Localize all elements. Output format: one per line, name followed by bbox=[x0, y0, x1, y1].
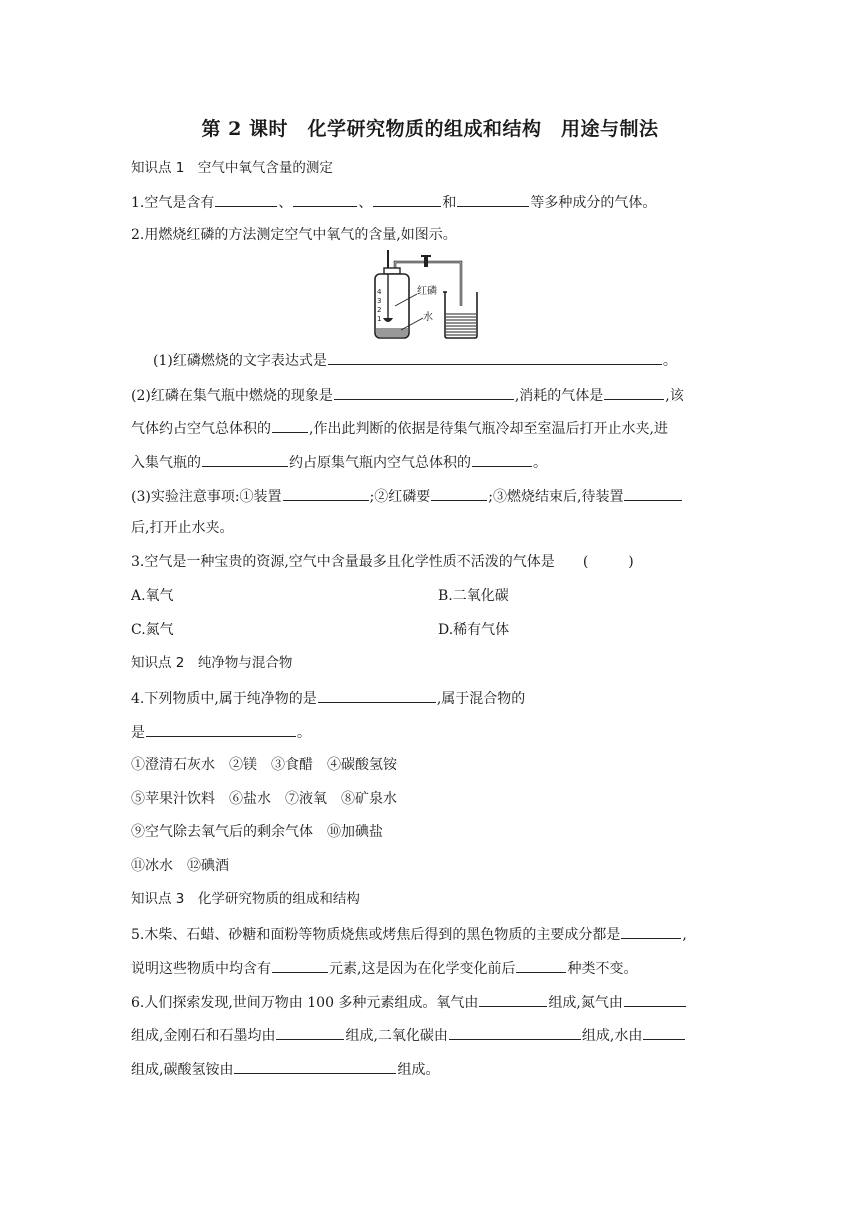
page-title: 第 2 课时 化学研究物质的组成和结构 用途与制法 bbox=[201, 118, 659, 140]
scale-label-3: 3 bbox=[377, 297, 382, 305]
question-6-line-1: 6.人们探索发现,世间万物由 100 多种元素组成。氧气由 组成,氮气由 bbox=[131, 991, 687, 1013]
question-4-items-4: ⑪冰水 ⑫碘酒 bbox=[131, 858, 229, 874]
section-heading-2: 知识点 2 纯净物与混合物 bbox=[131, 655, 293, 671]
question-5-line-2: 说明这些物质中均含有 元素,这是因为在化学变化前后 种类不变。 bbox=[131, 957, 637, 979]
question-2-part-3-line-1: (3)实验注意事项:①装置 ;②红磷要 ;③燃烧结束后,待装置 bbox=[131, 485, 683, 507]
beaker-water bbox=[446, 314, 476, 335]
option-a[interactable]: A.氧气 bbox=[131, 588, 174, 604]
answer-blank[interactable] bbox=[431, 485, 487, 501]
answer-blank[interactable] bbox=[624, 485, 682, 501]
question-4-items-3: ⑨空气除去氧气后的剩余气体 ⑩加碘盐 bbox=[131, 824, 383, 840]
option-c[interactable]: C.氮气 bbox=[131, 622, 174, 638]
apparatus-diagram bbox=[365, 248, 490, 344]
answer-blank[interactable] bbox=[479, 991, 547, 1007]
question-2-part-2-line-1: (2)红磷在集气瓶中燃烧的现象是 ,消耗的气体是 ,该 bbox=[131, 384, 684, 406]
clamp-handle bbox=[421, 255, 431, 257]
section-heading-3: 知识点 3 化学研究物质的组成和结构 bbox=[131, 891, 360, 907]
answer-blank[interactable] bbox=[272, 957, 328, 973]
answer-blank[interactable] bbox=[472, 451, 532, 467]
question-2-part-3-line-2: 后,打开止水夹。 bbox=[131, 520, 234, 536]
answer-blank[interactable] bbox=[516, 957, 566, 973]
answer-blank[interactable] bbox=[215, 191, 277, 207]
stopper-rod bbox=[387, 250, 389, 268]
answer-blank[interactable] bbox=[272, 417, 308, 433]
question-4-line-1: 4.下列物质中,属于纯净物的是 ,属于混合物的 bbox=[131, 687, 525, 709]
answer-blank[interactable] bbox=[293, 191, 357, 207]
bottle-stopper bbox=[384, 268, 400, 274]
option-b[interactable]: B.二氧化碳 bbox=[438, 588, 509, 604]
answer-blank[interactable] bbox=[334, 384, 514, 400]
answer-blank[interactable] bbox=[449, 1024, 581, 1040]
question-3-stem: 3.空气是一种宝贵的资源,空气中含量最多且化学性质不活泼的气体是 ( ) bbox=[131, 554, 634, 570]
answer-blank[interactable] bbox=[624, 991, 686, 1007]
question-6-line-3: 组成,碳酸氢铵由 组成。 bbox=[131, 1058, 439, 1080]
option-d[interactable]: D.稀有气体 bbox=[438, 622, 510, 638]
answer-blank[interactable] bbox=[604, 384, 664, 400]
answer-blank[interactable] bbox=[283, 485, 369, 501]
section-heading-1: 知识点 1 空气中氧气含量的测定 bbox=[131, 160, 333, 176]
scale-label-1: 1 bbox=[377, 315, 382, 323]
scale-label-2: 2 bbox=[377, 306, 382, 314]
label-water: 水 bbox=[423, 312, 433, 323]
question-2-part-2-line-3: 入集气瓶的 约占原集气瓶内空气总体积的 。 bbox=[131, 451, 547, 473]
answer-blank[interactable] bbox=[621, 923, 681, 939]
answer-blank[interactable] bbox=[457, 191, 529, 207]
label-red-phosphorus: 红磷 bbox=[417, 286, 437, 297]
question-6-line-2: 组成,金刚石和石墨均由 组成,二氧化碳由 组成,水由 bbox=[131, 1024, 686, 1046]
question-4-line-2: 是 。 bbox=[131, 721, 311, 743]
water-clamp-icon bbox=[424, 257, 428, 267]
answer-blank[interactable] bbox=[643, 1024, 685, 1040]
answer-blank[interactable] bbox=[146, 721, 296, 737]
question-5-line-1: 5.木柴、石蜡、砂糖和面粉等物质烧焦或烤焦后得到的黑色物质的主要成分都是 , bbox=[131, 923, 687, 945]
bottle-water bbox=[376, 328, 408, 337]
answer-blank[interactable] bbox=[276, 1024, 344, 1040]
answer-blank[interactable] bbox=[328, 349, 662, 365]
question-4-items-1: ①澄清石灰水 ②镁 ③食醋 ④碳酸氢铵 bbox=[131, 757, 397, 773]
question-4-items-2: ⑤苹果汁饮料 ⑥盐水 ⑦液氧 ⑧矿泉水 bbox=[131, 791, 397, 807]
answer-blank[interactable] bbox=[234, 1058, 396, 1074]
answer-blank[interactable] bbox=[202, 451, 288, 467]
question-2-stem: 2.用燃烧红磷的方法测定空气中氧气的含量,如图示。 bbox=[131, 227, 457, 243]
scale-label-4: 4 bbox=[377, 288, 382, 296]
question-2-part-2-line-2: 气体约占空气总体积的 ,作出此判断的依据是待集气瓶冷却至室温后打开止水夹,进 bbox=[131, 417, 668, 439]
answer-blank[interactable] bbox=[373, 191, 441, 207]
answer-blank[interactable] bbox=[318, 687, 436, 703]
volume-scale bbox=[377, 288, 382, 323]
question-2-part-1: (1)红磷燃烧的文字表达式是 。 bbox=[153, 349, 677, 371]
question-1: 1.空气是含有 、 、 和 等多种成分的气体。 bbox=[131, 191, 656, 213]
